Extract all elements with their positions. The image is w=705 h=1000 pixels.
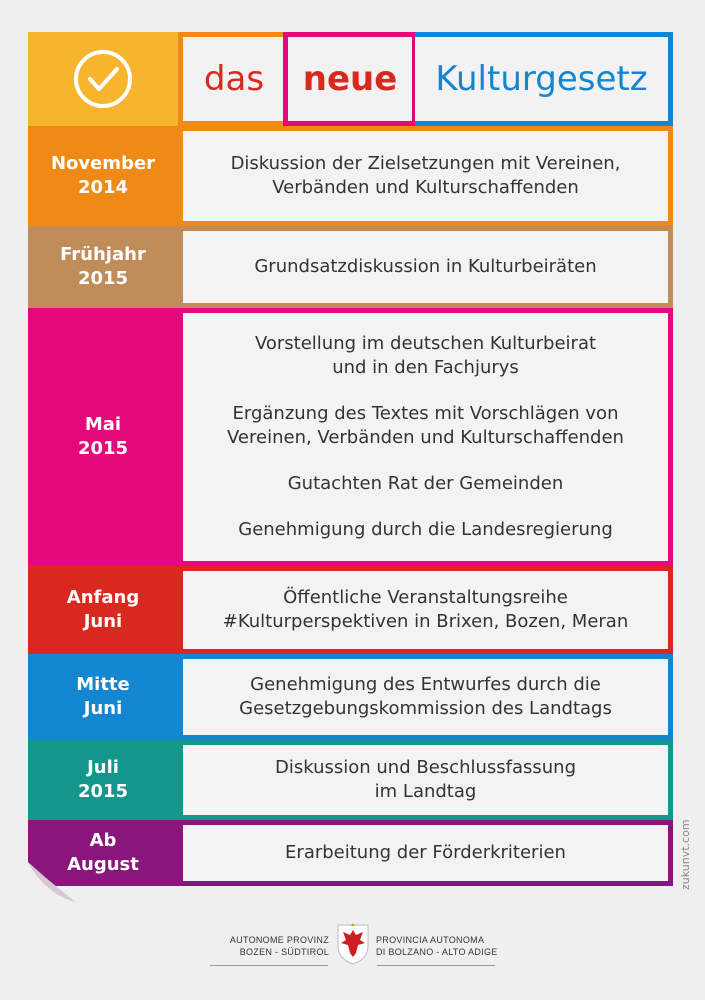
timeline-step-text: Vorstellung im deutschen Kulturbeirat und in den Fachjurys Ergänzung des Textes mit Vorschlägen von Vereinen, Verbänden und Kulturschaffenden Gutachten Rat der Gemeinden Genehmigung durch die Landesregierung	[178, 308, 673, 566]
timeline-row-mitte-juni	[28, 654, 673, 740]
title-word-neue: neue	[283, 32, 417, 126]
footer-text-de: AUTONOME PROVINZ BOZEN - SÜDTIROL	[229, 935, 329, 957]
title-word-kulturgesetz: Kulturgesetz	[415, 32, 673, 126]
footer-logo	[0, 920, 705, 970]
page-curl-decoration	[28, 862, 76, 902]
title-word-das: das	[178, 32, 285, 126]
header-check-cell	[28, 32, 178, 126]
timeline-step-text: Grundsatzdiskussion in Kulturbeiräten	[178, 226, 673, 308]
timeline-row-mai-2015	[28, 308, 673, 566]
footer-divider-left	[210, 965, 328, 966]
timeline-step-text: Genehmigung des Entwurfes durch die Gesetzgebungskommission des Landtags	[178, 654, 673, 740]
side-credit: zukunvt.com	[679, 819, 692, 890]
check-circle-icon	[72, 48, 134, 110]
timeline-step-text: Diskussion und Beschlussfassung im Landtag	[178, 740, 673, 820]
coat-of-arms-eagle-icon	[335, 922, 371, 966]
timeline-date-label: November 2014	[28, 126, 178, 226]
timeline-step-text: Öffentliche Veranstaltungsreihe #Kulturperspektiven in Brixen, Bozen, Meran	[178, 566, 673, 654]
timeline-date-label: Juli 2015	[28, 740, 178, 820]
timeline-date-label: Anfang Juni	[28, 566, 178, 654]
footer-divider-right	[377, 965, 495, 966]
footer-text-it: PROVINCIA AUTONOMA DI BOLZANO - ALTO ADIGE	[376, 935, 498, 957]
timeline-date-label: Mitte Juni	[28, 654, 178, 740]
timeline-date-label: Ab August	[28, 820, 178, 886]
timeline-row-fruehjahr-2015	[28, 226, 673, 308]
timeline-row-anfang-juni	[28, 566, 673, 654]
timeline-date-label: Mai 2015	[28, 308, 178, 566]
timeline-step-text: Erarbeitung der Förderkriterien	[178, 820, 673, 886]
timeline-date-label: Frühjahr 2015	[28, 226, 178, 308]
timeline-row-november-2014	[28, 126, 673, 226]
timeline-row-juli-2015	[28, 740, 673, 820]
timeline-row-ab-august	[28, 820, 673, 886]
timeline-step-text: Diskussion der Zielsetzungen mit Vereinen, Verbänden und Kulturschaffenden	[178, 126, 673, 226]
